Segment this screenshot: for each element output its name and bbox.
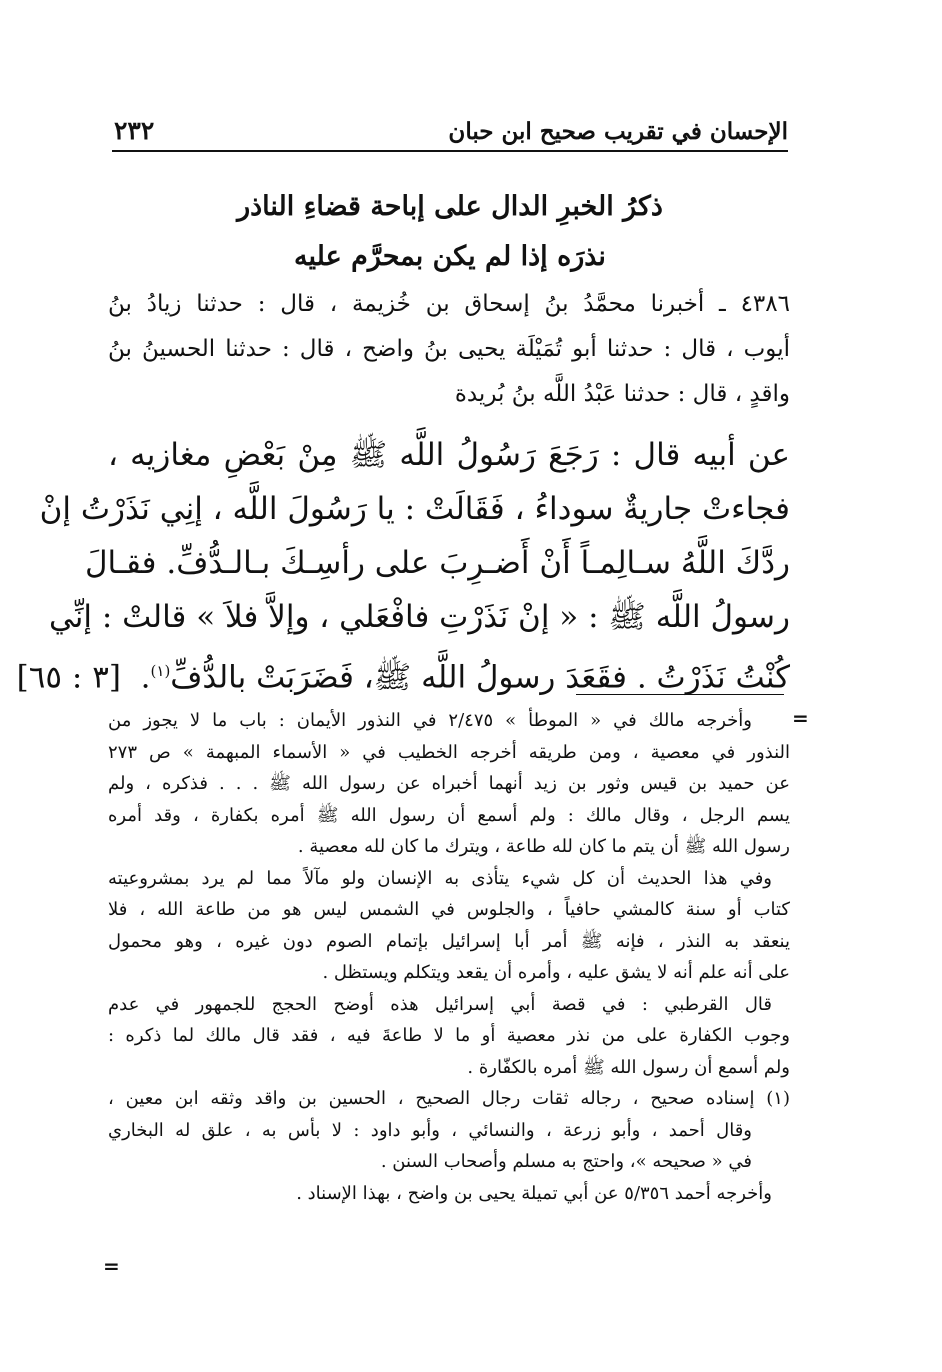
footnote-1-line: في « صحيحه »، واحتج به مسلم وأصحاب السنن . [380, 1151, 752, 1172]
matn-text: كُنْتُ نَذَرْتُ . فقَعَدَ رسولُ اللَّه ﷺ، فَضَرَبَتْ بالدُّفِّ [170, 659, 790, 696]
note-line: ولم أسمع أن رسول الله ﷺ أمره بالكفّارة . [467, 1056, 790, 1078]
matn-line: ردَّكَ اللَّهُ سـالِمـاً أَنْ أَضـرِبَ على رأسِـكَ بـالـدُّفِّ. فقـالَ [84, 545, 790, 581]
matn-line: رسولُ اللَّه ﷺ : « إنْ نَذَرْتِ فافْعَلي ، وإلاَّ فلاَ » قالتْ : إنِّي [48, 599, 790, 635]
hadith-matn [16, 428, 790, 704]
note-line: وأخرجه مالك في « الموطأ » ٢/٤٧٥ في النذور الأيمان : باب ما لا يجوز من [108, 710, 752, 731]
footnote-separator [576, 694, 784, 695]
running-title: الإحسان في تقريب صحيح ابن حبان [448, 118, 788, 145]
running-header [112, 104, 788, 152]
footnote-1-line: وأخرجه أحمد ٥/٣٥٦ عن أبي تميلة يحيى بن واضح ، بهذا الإسناد . [296, 1182, 772, 1204]
isnad-line: ٤٣٨٦ ـ أخبرنا محمَّدُ بنُ إسحاق بن خُزيمة ، قال : حدثنا زيادُ بنُ [108, 291, 790, 317]
isnad-line: واقدٍ ، قال : حدثنا عَبْدُ اللَّه بنُ بُريدة [454, 381, 790, 407]
matn-line: عن أبيه قال : رَجَعَ رَسُولُ اللَّه ﷺ مِنْ بَعْضِ مغازيه ، [108, 437, 790, 473]
hadith-reference: [٣ : ٦٥] [16, 659, 121, 696]
note-line: وجوب الكفارة على من نذر معصية أو ما لا طاعةَ فيه ، فقد قال مالك لما ذكره : [108, 1025, 790, 1046]
page-number: ٢٣٢ [114, 116, 155, 145]
isnad-line: أيوب ، قال : حدثنا أبو تُمَيْلَة يحيى بنُ واضح ، قال : حدثنا الحسينُ بنُ [108, 336, 790, 362]
chapter-title-line: نذرَه إذا لم يكن بمحرَّم عليه [294, 241, 606, 272]
note-line: عن حميد بن قيس وثور بن زيد أنهما أخبراه عن رسول الله ﷺ . . . فذكره ، ولم [108, 773, 790, 794]
note-line: وفي هذا الحديث أن كل شيء يتأذى به الإنسان ولو مآلاً مما لم يرد بمشروعيته [108, 867, 772, 889]
matn-line: فجاءتْ جاريةٌ سوداءُ ، فَقَالَتْ : يا رَسُولَ اللَّه ، إنِي نَذَرْتُ إنْ [39, 491, 790, 527]
continuation-mark-top: = [792, 706, 809, 730]
footnote-marker: (١) [150, 662, 171, 680]
note-line: قال القرطبي : في قصة أبي إسرائيل هذه أوضح الحجج للجمهور في عدم [108, 993, 772, 1015]
chapter-title [112, 182, 788, 282]
chapter-title-line: ذكرُ الخبرِ الدال على إباحة قضاءِ الناذر [237, 191, 663, 222]
note-line: يسم الرجل ، وقال مالك : ولم أسمع أن رسول الله ﷺ أمره بكفارة ، وقد أمره [108, 804, 790, 826]
note-line: النذور في معصية ، ومن طريقه أخرجه الخطيب في « الأسماء المبهمة » ص ٢٧٣ [108, 741, 790, 763]
note-line: رسول الله ﷺ أن يتم ما كان لله طاعة ، ويترك ما كان لله معصية . [297, 836, 790, 857]
footnotes [108, 705, 790, 1209]
continuation-mark-bottom: = [103, 1254, 120, 1278]
note-line: ينعقد به النذر ، فإنه ﷺ أمر أبا إسرائيل بإتمام الصوم دون غيره ، وهو محمول [108, 930, 790, 952]
matn-line-last: كُنْتُ نَذَرْتُ . فقَعَدَ رسولُ اللَّه ﷺ، فَضَرَبَتْ بالدُّفِّ$^{(١)}$. [٣ : ٦٥] [16, 659, 790, 696]
hadith-isnad [108, 282, 790, 417]
note-line: كتاب أو سنة كالمشي حافياً ، والجلوس في الشمس ليس هو من طاعة الله ، فلا [108, 899, 790, 920]
note-line: على أنه علم أنه لا يشق عليه ، وأمره أن يقعد ويتكلم ويستظل . [322, 962, 790, 983]
footnote-1-line: (١) إسناده صحيح ، رجاله ثقات رجال الصحيح ، الحسين بن واقد وثقه ابن معين ، [108, 1088, 790, 1109]
footnote-1-line: وقال أحمد ، وأبو زرعة ، والنسائي ، وأبو داود : لا بأس به ، علق له البخاري [108, 1119, 752, 1141]
